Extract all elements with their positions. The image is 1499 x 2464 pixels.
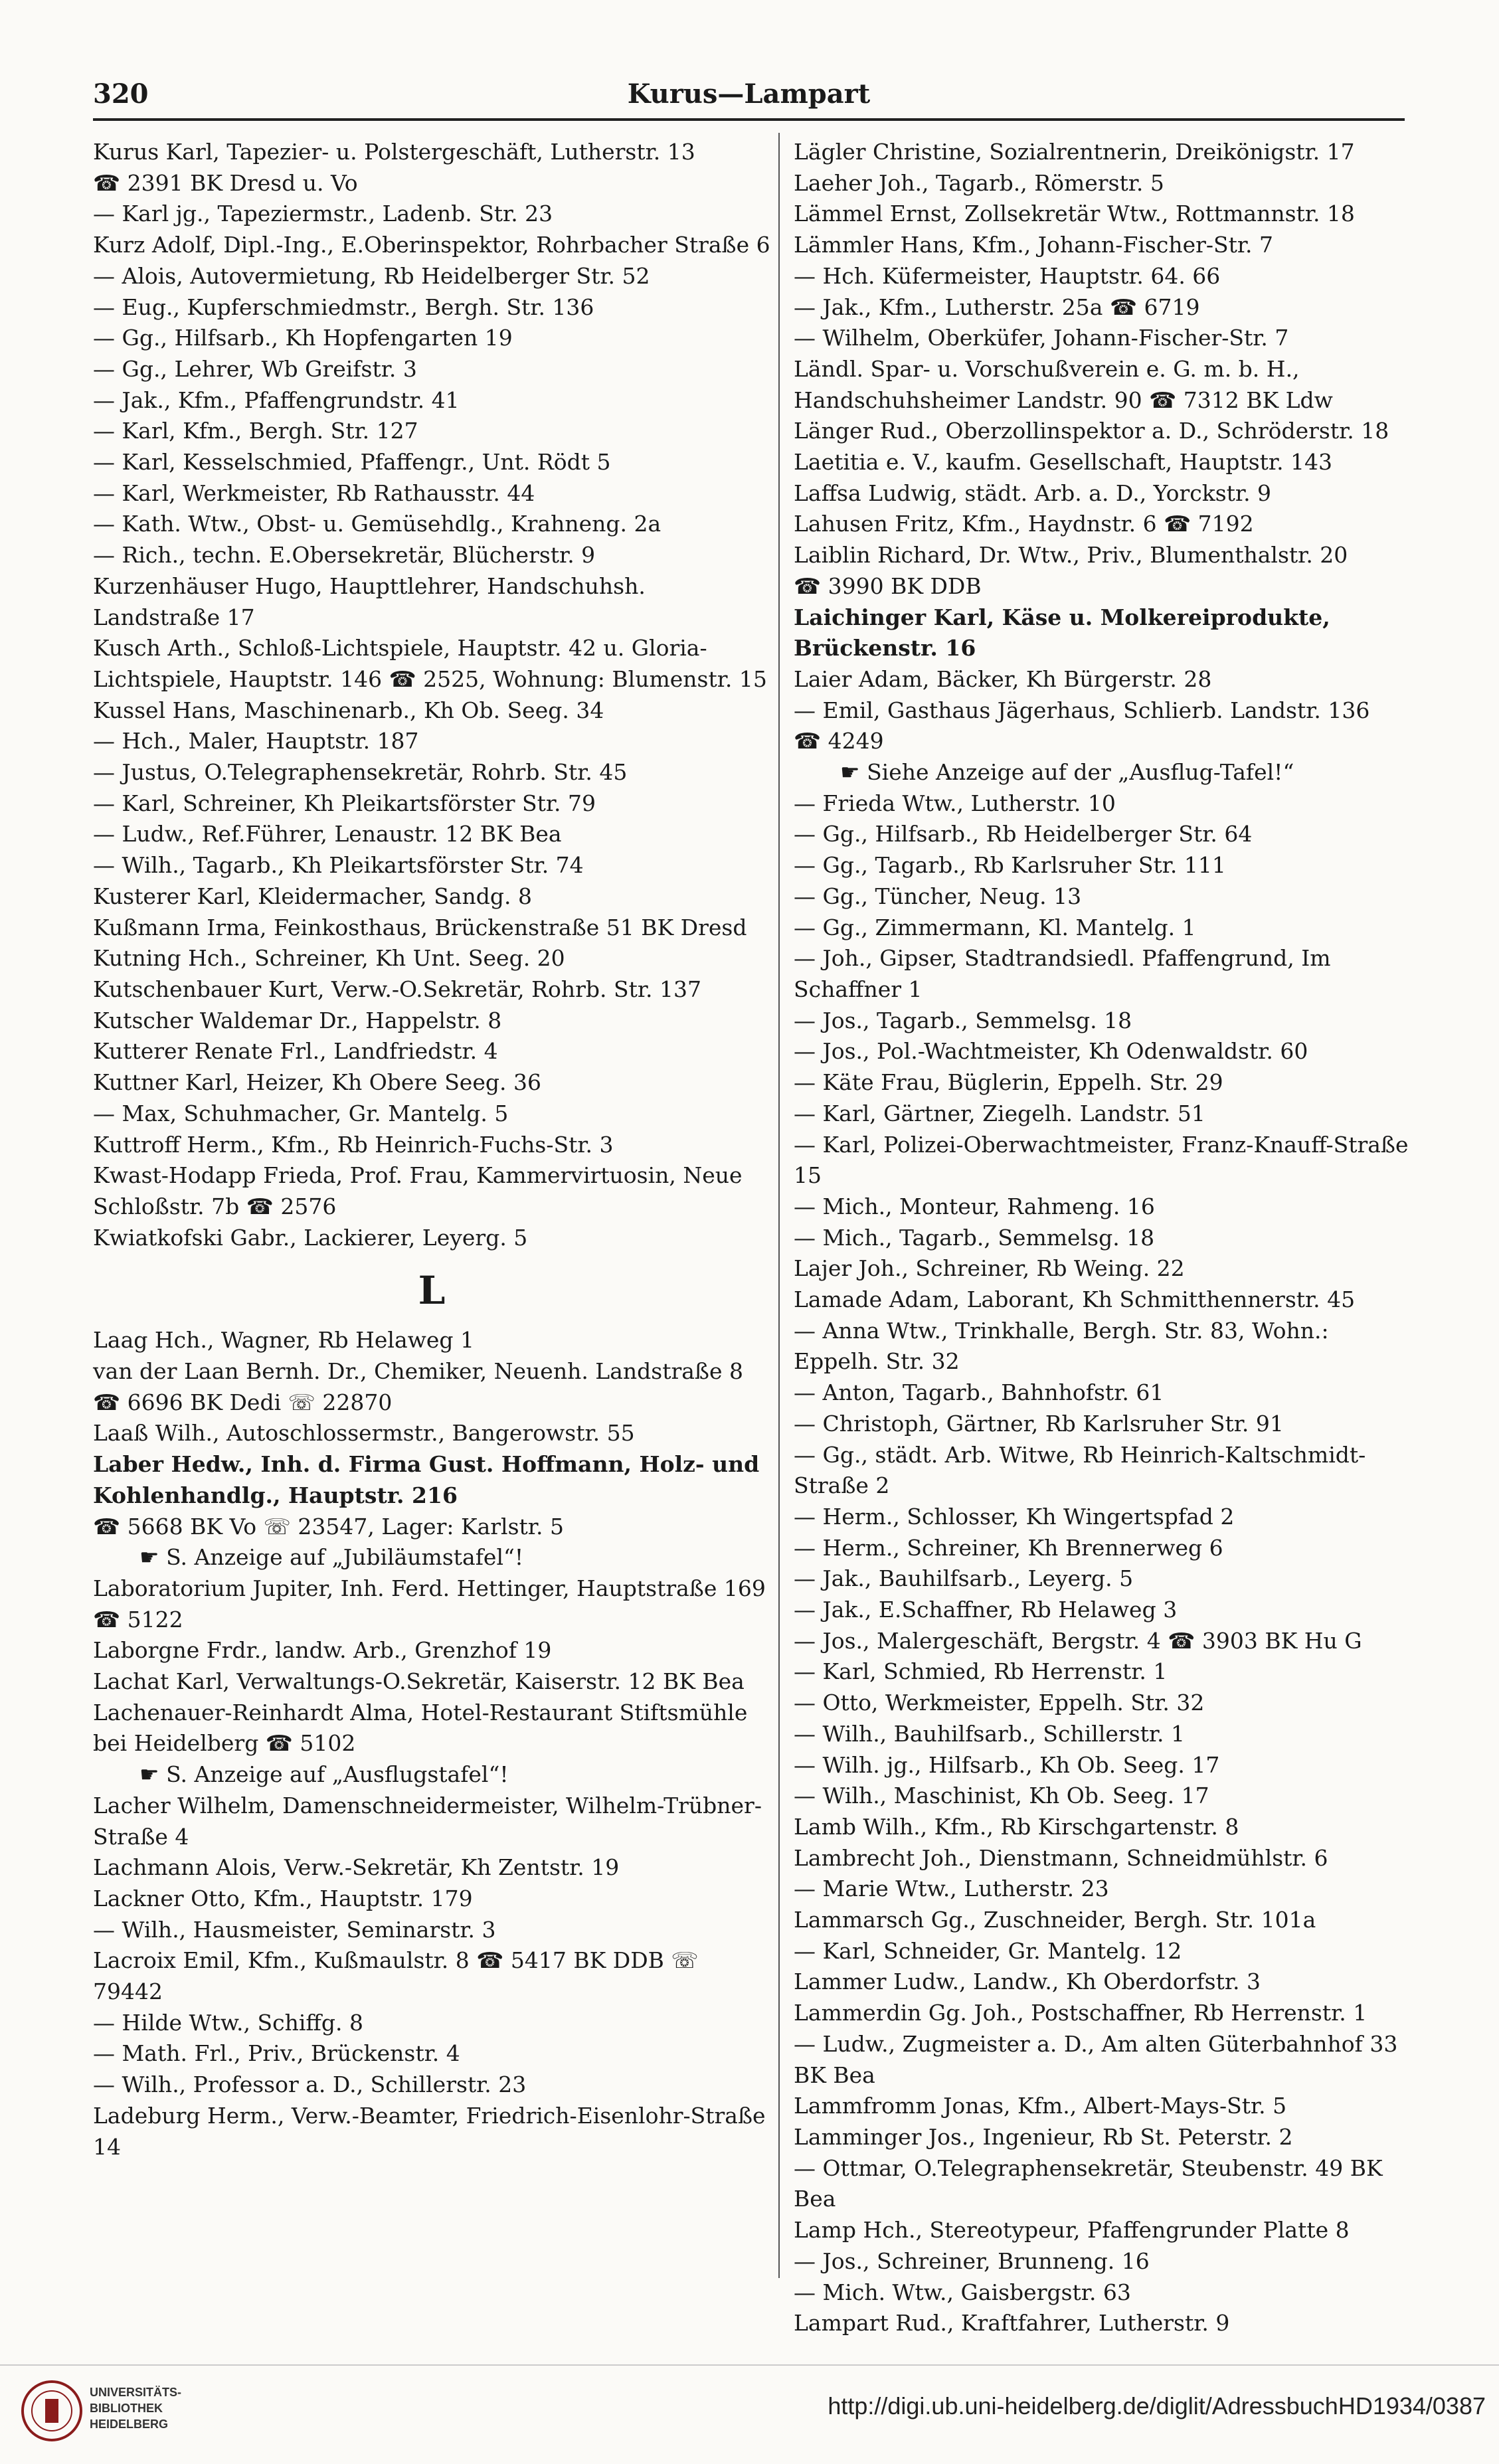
directory-entry: — Gg., Hilfsarb., Kh Hopfengarten 19 — [93, 325, 513, 351]
directory-entry: — Karl jg., Tapeziermstr., Ladenb. Str. 23 — [93, 201, 553, 227]
directory-entry: Lacroix Emil, Kfm., Kußmaulstr. 8 ☎ 5417 BK DDB ☏ 79442 — [93, 1947, 699, 2005]
directory-entry: — Ludw., Ref.Führer, Lenaustr. 12 BK Bea — [93, 821, 562, 847]
directory-entry: Lachmann Alois, Verw.-Sekretär, Kh Zentstr. 19 — [93, 1854, 620, 1881]
directory-entry: — Wilh., Bauhilfsarb., Schillerstr. 1 — [794, 1720, 1186, 1747]
directory-entry: — Jos., Malergeschäft, Bergstr. 4 ☎ 3903 BK Hu G — [794, 1627, 1362, 1654]
directory-entry: — Gg., Tagarb., Rb Karlsruher Str. 111 — [794, 852, 1226, 879]
directory-entry: ☎ 3990 BK DDB — [794, 572, 982, 599]
directory-entry: — Karl, Werkmeister, Rb Rathausstr. 44 — [93, 480, 535, 506]
directory-entry: Lackner Otto, Kfm., Hauptstr. 179 — [93, 1885, 473, 1911]
advert-note: ☛ S. Anzeige auf „Jubiläumstafel“! — [139, 1544, 524, 1571]
running-head: Kurus—Lampart — [627, 78, 871, 110]
directory-entry: — Jos., Pol.-Wachtmeister, Kh Odenwaldstr. 60 — [794, 1038, 1308, 1065]
directory-entry: — Marie Wtw., Lutherstr. 23 — [794, 1876, 1109, 1902]
directory-entry: — Mich., Tagarb., Semmelsg. 18 — [794, 1224, 1155, 1251]
source-url-link[interactable]: http://digi.ub.uni-heidelberg.de/diglit/AdressbuchHD1934/0387 — [828, 2392, 1486, 2420]
directory-entry: — Justus, O.Telegraphensekretär, Rohrb. Str. 45 — [93, 759, 628, 786]
page-number: 320 — [93, 78, 149, 110]
directory-entry: — Hch., Maler, Hauptstr. 187 — [93, 728, 419, 754]
directory-entry: Kurz Adolf, Dipl.-Ing., E.Oberinspektor, Rohrbacher Straße 6 — [93, 232, 770, 258]
directory-entry: ☎ 2391 BK Dresd u. Vo — [93, 169, 358, 196]
directory-entry: Laeher Joh., Tagarb., Römerstr. 5 — [794, 169, 1164, 196]
directory-entry: Kussel Hans, Maschinenarb., Kh Ob. Seeg. 34 — [93, 697, 604, 723]
logo-line: UNIVERSITÄTS- — [90, 2386, 182, 2399]
directory-entry: Kusch Arth., Schloß-Lichtspiele, Hauptstr. 42 u. Gloria-Lichtspiele, Hauptstr. 146 ☎ 2525, Wohnung: Blumenstr. 15 — [93, 635, 767, 692]
directory-entry: — Max, Schuhmacher, Gr. Mantelg. 5 — [93, 1100, 509, 1126]
directory-entry: Kutscher Waldemar Dr., Happelstr. 8 — [93, 1007, 502, 1033]
directory-entry: van der Laan Bernh. Dr., Chemiker, Neuenh. Landstraße 8 ☎ 6696 BK Dedi ☏ 22870 — [93, 1358, 743, 1415]
directory-entry: Lammarsch Gg., Zuschneider, Bergh. Str. 101a — [794, 1907, 1316, 1933]
directory-entry: Lambrecht Joh., Dienstmann, Schneidmühlstr. 6 — [794, 1844, 1328, 1871]
directory-entry-highlight: Laber Hedw., Inh. d. Firma Gust. Hoffmann, Holz- und Kohlenhandlg., Hauptstr. 216 — [93, 1451, 760, 1508]
directory-entry: — Gg., Zimmermann, Kl. Mantelg. 1 — [794, 914, 1196, 940]
directory-entry: Laaß Wilh., Autoschlossermstr., Bangerowstr. 55 — [93, 1420, 635, 1447]
directory-entry: — Wilh., Tagarb., Kh Pleikartsförster Str. 74 — [93, 852, 584, 879]
section-letter: L — [418, 1268, 446, 1314]
directory-entry: — Wilh., Maschinist, Kh Ob. Seeg. 17 — [794, 1783, 1209, 1809]
directory-entry: ☎ 4249 — [794, 728, 884, 754]
directory-entry: ☎ 5668 BK Vo ☏ 23547, Lager: Karlstr. 5 — [93, 1513, 564, 1540]
directory-entry: — Jak., Kfm., Lutherstr. 25a ☎ 6719 — [794, 294, 1200, 320]
directory-entry: — Anna Wtw., Trinkhalle, Bergh. Str. 83, Wohn.: Eppelh. Str. 32 — [794, 1317, 1329, 1375]
directory-entry-highlight: Laichinger Karl, Käse u. Molkereiprodukte, Brückenstr. 16 — [794, 604, 1330, 661]
directory-entry: Lägler Christine, Sozialrentnerin, Dreikönigstr. 17 — [794, 139, 1355, 165]
footer-bar — [0, 2364, 1499, 2464]
directory-entry: — Frieda Wtw., Lutherstr. 10 — [794, 790, 1116, 816]
directory-entry: Lacher Wilhelm, Damenschneidermeister, Wilhelm-Trübner-Straße 4 — [93, 1792, 762, 1850]
directory-entry: Ländl. Spar- u. Vorschußverein e. G. m. b. H., Handschuhsheimer Landstr. 90 ☎ 7312 BK Ldw — [794, 355, 1333, 413]
directory-entry: — Mich. Wtw., Gaisbergstr. 63 — [794, 2279, 1131, 2305]
directory-entry: — Mich., Monteur, Rahmeng. 16 — [794, 1193, 1155, 1219]
directory-entry: — Käte Frau, Büglerin, Eppelh. Str. 29 — [794, 1069, 1223, 1096]
directory-entry: Lahusen Fritz, Kfm., Haydnstr. 6 ☎ 7192 — [794, 511, 1254, 537]
directory-entry: — Joh., Gipser, Stadtrandsiedl. Pfaffengrund, Im Schaffner 1 — [794, 945, 1331, 1002]
directory-entry: — Karl, Schneider, Gr. Mantelg. 12 — [794, 1937, 1182, 1964]
directory-entry: — Christoph, Gärtner, Rb Karlsruher Str. 91 — [794, 1410, 1284, 1437]
directory-entry: — Emil, Gasthaus Jägerhaus, Schlierb. Landstr. 136 — [794, 697, 1370, 723]
directory-entry: Lammer Ludw., Landw., Kh Oberdorfstr. 3 — [794, 1969, 1261, 1995]
directory-entry: Kußmann Irma, Feinkosthaus, Brückenstraße 51 BK Dresd — [93, 914, 747, 940]
directory-entry: — Kath. Wtw., Obst- u. Gemüsehdlg., Krahneng. 2a — [93, 511, 661, 537]
library-logo-text — [90, 2384, 181, 2432]
directory-entry: Laetitia e. V., kaufm. Gesellschaft, Hauptstr. 143 — [794, 449, 1333, 476]
directory-entry: — Wilh., Hausmeister, Seminarstr. 3 — [93, 1916, 496, 1943]
directory-entry: Lamb Wilh., Kfm., Rb Kirschgartenstr. 8 — [794, 1813, 1239, 1840]
logo-line: HEIDELBERG — [90, 2418, 169, 2431]
advert-note: ☛ S. Anzeige auf „Ausflugstafel“! — [139, 1761, 509, 1788]
directory-entry: Ladeburg Herm., Verw.-Beamter, Friedrich-Eisenlohr-Straße 14 — [93, 2102, 766, 2160]
directory-entry: — Karl, Kfm., Bergh. Str. 127 — [93, 418, 418, 444]
directory-entry: Lamminger Jos., Ingenieur, Rb St. Peterstr. 2 — [794, 2124, 1293, 2150]
directory-entry: — Wilhelm, Oberküfer, Johann-Fischer-Str. 7 — [794, 325, 1289, 351]
advert-note: ☛ Siehe Anzeige auf der „Ausflug-Tafel!“ — [840, 759, 1294, 786]
directory-entry: Lammerdin Gg. Joh., Postschaffner, Rb Herrenstr. 1 — [794, 2000, 1367, 2026]
directory-entry: — Hch. Küfermeister, Hauptstr. 64. 66 — [794, 262, 1221, 289]
directory-entry: Kusterer Karl, Kleidermacher, Sandg. 8 — [93, 883, 532, 909]
directory-entry: Lachenauer-Reinhardt Alma, Hotel-Restaurant Stiftsmühle bei Heidelberg ☎ 5102 — [93, 1699, 748, 1757]
directory-entry: Laiblin Richard, Dr. Wtw., Priv., Blumenthalstr. 20 — [794, 542, 1348, 569]
library-seal-icon — [20, 2379, 84, 2443]
directory-entry: — Gg., Tüncher, Neug. 13 — [794, 883, 1082, 909]
directory-entry: Lammfromm Jonas, Kfm., Albert-Mays-Str. 5 — [794, 2093, 1287, 2119]
directory-entry: Lampart Rud., Kraftfahrer, Lutherstr. 9 — [794, 2310, 1230, 2336]
column-divider — [778, 133, 780, 2278]
directory-entry: — Rich., techn. E.Obersekretär, Blücherstr. 9 — [93, 542, 596, 569]
directory-entry: — Karl, Kesselschmied, Pfaffengr., Unt. Rödt 5 — [93, 449, 611, 476]
directory-entry: Laffsa Ludwig, städt. Arb. a. D., Yorckstr. 9 — [794, 480, 1272, 506]
header-rule — [93, 118, 1405, 121]
directory-entry: Lamade Adam, Laborant, Kh Schmitthennerstr. 45 — [794, 1286, 1356, 1313]
directory-entry: — Ludw., Zugmeister a. D., Am alten Güterbahnhof 33 BK Bea — [794, 2030, 1398, 2088]
directory-entry: Laier Adam, Bäcker, Kh Bürgerstr. 28 — [794, 665, 1212, 692]
right-column — [794, 137, 1411, 2339]
directory-entry: Kwast-Hodapp Frieda, Prof. Frau, Kammervirtuosin, Neue Schloßstr. 7b ☎ 2576 — [93, 1162, 743, 1219]
directory-entry: Kurus Karl, Tapezier- u. Polstergeschäft, Lutherstr. 13 — [93, 139, 695, 165]
directory-entry: — Otto, Werkmeister, Eppelh. Str. 32 — [794, 1690, 1205, 1716]
directory-entry: — Karl, Schmied, Rb Herrenstr. 1 — [794, 1658, 1168, 1685]
directory-entry: Kuttroff Herm., Kfm., Rb Heinrich-Fuchs-Str. 3 — [93, 1131, 614, 1158]
directory-entry: — Jak., E.Schaffner, Rb Helaweg 3 — [794, 1597, 1178, 1623]
directory-entry: — Gg., Lehrer, Wb Greifstr. 3 — [93, 355, 417, 382]
directory-entry: Lämmler Hans, Kfm., Johann-Fischer-Str. 7 — [794, 232, 1274, 258]
left-column — [93, 137, 770, 2162]
directory-entry: — Jos., Tagarb., Semmelsg. 18 — [794, 1007, 1132, 1033]
directory-entry: Laborgne Frdr., landw. Arb., Grenzhof 19 — [93, 1637, 552, 1664]
directory-entry: — Wilh. jg., Hilfsarb., Kh Ob. Seeg. 17 — [794, 1751, 1220, 1778]
directory-entry: Länger Rud., Oberzollinspektor a. D., Schröderstr. 18 — [794, 418, 1389, 444]
directory-entry: Lajer Joh., Schreiner, Rb Weing. 22 — [794, 1255, 1185, 1282]
directory-entry: — Gg., städt. Arb. Witwe, Rb Heinrich-Kaltschmidt-Straße 2 — [794, 1441, 1366, 1499]
directory-entry: Lämmel Ernst, Zollsekretär Wtw., Rottmannstr. 18 — [794, 201, 1355, 227]
directory-entry: — Gg., Hilfsarb., Rb Heidelberger Str. 64 — [794, 821, 1253, 847]
directory-entry: — Math. Frl., Priv., Brückenstr. 4 — [93, 2040, 460, 2067]
directory-entry: — Herm., Schlosser, Kh Wingertspfad 2 — [794, 1503, 1235, 1530]
directory-entry: Kurzenhäuser Hugo, Haupttlehrer, Handschuhsh. Landstraße 17 — [93, 572, 646, 630]
directory-entry: Laag Hch., Wagner, Rb Helaweg 1 — [93, 1327, 475, 1354]
logo-line: BIBLIOTHEK — [90, 2402, 163, 2415]
directory-entry: Lachat Karl, Verwaltungs-O.Sekretär, Kaiserstr. 12 BK Bea — [93, 1668, 745, 1695]
directory-entry: Kwiatkofski Gabr., Lackierer, Leyerg. 5 — [93, 1224, 528, 1251]
directory-entry: — Wilh., Professor a. D., Schillerstr. 23 — [93, 2071, 527, 2098]
directory-entry: — Jak., Kfm., Pfaffengrundstr. 41 — [93, 387, 460, 413]
directory-entry: — Hilde Wtw., Schiffg. 8 — [93, 2009, 363, 2036]
directory-entry: — Anton, Tagarb., Bahnhofstr. 61 — [794, 1379, 1164, 1406]
directory-entry: Kutterer Renate Frl., Landfriedstr. 4 — [93, 1038, 498, 1065]
directory-entry: — Herm., Schreiner, Kh Brennerweg 6 — [794, 1534, 1223, 1561]
directory-entry: Kutschenbauer Kurt, Verw.-O.Sekretär, Rohrb. Str. 137 — [93, 976, 701, 1002]
directory-entry: Lamp Hch., Stereotypeur, Pfaffengrunder Platte 8 — [794, 2217, 1350, 2244]
directory-entry: — Karl, Polizei-Oberwachtmeister, Franz-Knauff-Straße 15 — [794, 1131, 1409, 1189]
directory-entry: — Ottmar, O.Telegraphensekretär, Steubenstr. 49 BK Bea — [794, 2155, 1383, 2212]
directory-entry: Kutning Hch., Schreiner, Kh Unt. Seeg. 20 — [93, 945, 565, 972]
directory-entry: Kuttner Karl, Heizer, Kh Obere Seeg. 36 — [93, 1069, 541, 1096]
directory-entry: — Jak., Bauhilfsarb., Leyerg. 5 — [794, 1565, 1134, 1592]
directory-entry: — Eug., Kupferschmiedmstr., Bergh. Str. 136 — [93, 294, 594, 320]
directory-entry: — Karl, Schreiner, Kh Pleikartsförster Str. 79 — [93, 790, 596, 816]
directory-entry: — Alois, Autovermietung, Rb Heidelberger Str. 52 — [93, 262, 650, 289]
directory-entry: Laboratorium Jupiter, Inh. Ferd. Hettinger, Hauptstraße 169 ☎ 5122 — [93, 1575, 766, 1632]
directory-entry: — Jos., Schreiner, Brunneng. 16 — [794, 2247, 1150, 2274]
directory-entry: — Karl, Gärtner, Ziegelh. Landstr. 51 — [794, 1100, 1205, 1126]
